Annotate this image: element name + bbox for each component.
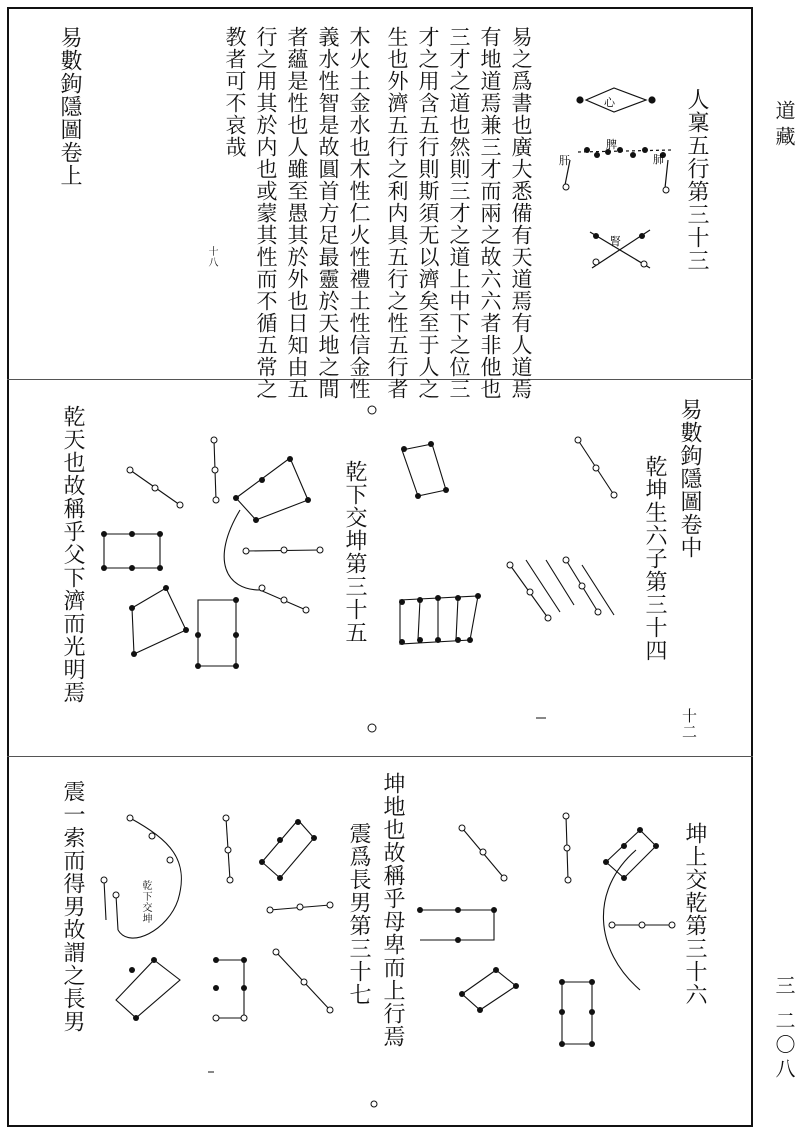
body-column: 才之用含五行則斯須无以濟矣至于人之 [416, 26, 440, 400]
page-marker-2: 十二 [680, 708, 698, 740]
lung-label: 肺 [653, 153, 664, 166]
liver-label: 肝 [559, 154, 570, 167]
margin-book-name: 道藏 [772, 100, 796, 152]
body-column: 木火土金水也木性仁火性禮土性信金性 [347, 26, 371, 400]
body-column: 生也外濟五行之利内具五行之性五行者 [385, 26, 409, 400]
kidney-label: 腎 [610, 235, 621, 248]
body-column: 義水性智是故圓首方足最靈於天地之間 [316, 26, 340, 400]
margin-volume: 三 [772, 975, 796, 1001]
body-column: 有地道焉兼三才而兩之故六六者非他也 [478, 26, 502, 400]
body-column: 者蘊是性也人雖至愚其於外也日知由五 [285, 26, 309, 400]
diagram-title-35: 乾下交坤第三十五 [342, 460, 367, 644]
diagram-title-37: 震爲長男第三十七 [346, 822, 371, 1006]
page-marker-1: 十八 [206, 246, 217, 268]
caption-37: 震一索而得男故謂之長男 [60, 780, 85, 1033]
diagram-title-36: 坤上交乾第三十六 [682, 822, 707, 1006]
caption-36: 坤地也故稱乎母卑而上行焉 [380, 772, 405, 1048]
body-column: 三才之道也然則三才之道上中下之位三 [447, 26, 471, 400]
diagram-title-33: 人稟五行第三十三 [684, 88, 709, 272]
spleen-label: 脾 [606, 138, 617, 151]
body-column: 行之用其於内也或蒙其性而不循五常之 [254, 26, 278, 400]
body-column: 教者可不哀哉 [223, 26, 247, 158]
diagram-title-34: 乾坤生六子第三十四 [642, 455, 667, 662]
body-column: 易之爲書也廣大悉備有天道焉有人道焉 [509, 26, 533, 400]
caption-35: 乾天也故稱乎父下濟而光明焉 [60, 405, 85, 704]
book-title-2: 易數鉤隱圖卷中 [677, 398, 702, 559]
book-title-1: 易數鉤隱圖卷上 [57, 26, 82, 187]
heart-label: 心 [604, 96, 615, 109]
margin-page-number: 二〇八 [772, 1010, 796, 1082]
small-label: 乾下交坤 [140, 880, 151, 924]
